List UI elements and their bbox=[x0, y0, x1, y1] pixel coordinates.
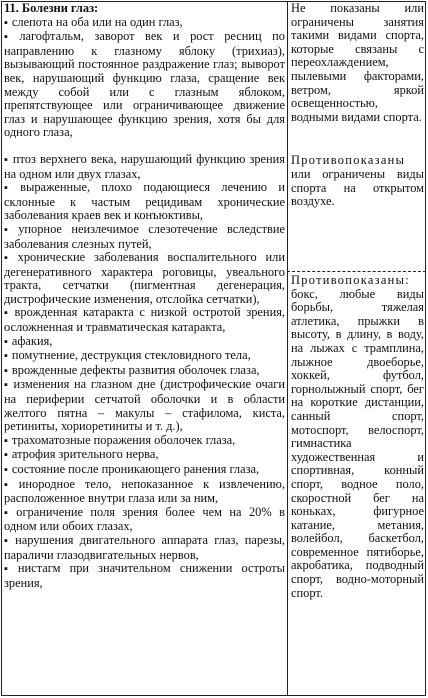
list-item: ▪ изменения на глазном дне (дистрофические очаги на периферии сетчатой оболочки и в области желтого пятна – макулы – стафилома, киста, ретиниты, хориоретиниты и т. д.), bbox=[4, 378, 285, 433]
list-item: ▪ лагофтальм, заворот век и рост ресниц по направлению к глазному яблоку (трихиаз), вызывающий постоянное раздражение глаз; выворот век, нарушающий функцию глаза, сращение век между собой или с глазным яблоком, препятствующее или ограничивающее движение глаз и нарушающее функцию зрения, хотя бы для одного глаза, bbox=[4, 30, 285, 140]
spacer bbox=[4, 140, 285, 153]
left-column bbox=[4, 2, 285, 590]
list-item: ▪ трахоматозные поражения оболочек глаза, bbox=[4, 434, 285, 449]
contraindication-label: Противопоказаны bbox=[291, 153, 406, 168]
list-item: ▪ состояние после проникающего ранения глаза, bbox=[4, 463, 285, 478]
list-item: ▪ афакия, bbox=[4, 335, 285, 350]
list-item: ▪ помутнение, деструкция стекловидного тела, bbox=[4, 349, 285, 364]
list-item: ▪ врожденная катаракта с низкой остротой зрения, осложненная и травматическая катаракта, bbox=[4, 306, 285, 334]
right-column-bottom bbox=[291, 274, 424, 600]
restriction-outdoor bbox=[291, 154, 424, 208]
column-divider bbox=[287, 1, 288, 696]
right-column-top bbox=[291, 2, 424, 209]
list-item: ▪ инородное тело, непоказанное к извлечению, расположенное внутри глаза или за ним, bbox=[4, 478, 285, 506]
contraindicated-sports bbox=[291, 274, 424, 600]
list-item: ▪ птоз верхнего века, нарушающий функцию зрения на одном или двух глазах, bbox=[4, 153, 285, 181]
list-item: ▪ слепота на оба или на один глаз, bbox=[4, 16, 285, 31]
section-title: 11. Болезни глаз: bbox=[4, 1, 99, 15]
list-item: ▪ упорное неизлечимое слезотечение вследствие заболевания слезных путей, bbox=[4, 223, 285, 251]
list-item: ▪ атрофия зрительного нерва, bbox=[4, 448, 285, 463]
list-item: ▪ хронические заболевания воспалительного или дегенеративного характера роговицы, увеального тракта, сетчатки (пигментная дегенерация, дистрофические изменения, отслойка сетчатки), bbox=[4, 251, 285, 306]
list-item: ▪ ограничение поля зрения более чем на 20% в одном или обоих глазах, bbox=[4, 506, 285, 534]
contraindication-label: Противопоказаны: bbox=[291, 273, 410, 287]
list-item: ▪ врожденные дефекты развития оболочек глаза, bbox=[4, 364, 285, 379]
sports-list: бокс, любые виды борьбы, тяжелая атлетика, прыжки в высоту, в длину, в воду, на лыжах с трамплина, лыжное двоеборье, хоккей, футбол, горнолыжный спорт, бег на короткие дистанции, санный спорт, мотоспорт, велоспорт, гимнастика художественная и спортивная, конный спорт, водное поло, скоростной бег на коньках, фигурное катание, метания, волейбол, баскетбол, современное пятиборье, акробатика, подводный спорт, водно-моторный спорт. bbox=[291, 286, 424, 600]
restriction-text: Не показаны или ограничены занятия такими видами спорта, которые связаны с переохлаждением, пылевыми факторами, ветром, яркой освещенностью, водными видами спорта. bbox=[291, 1, 424, 124]
list-item: ▪ нарушения двигательного аппарата глаз, парезы, параличи глазодвигательных нервов, bbox=[4, 534, 285, 562]
list-item: ▪ нистагм при значительном снижении остроты зрения, bbox=[4, 562, 285, 590]
list-item: ▪ выраженные, плохо подающиеся лечению и склонные к частым рецидивам хронические заболевания краев век и конъюктивы, bbox=[4, 181, 285, 223]
contraindication-text: или ограничены виды спорта на открытом воздухе. bbox=[291, 166, 424, 209]
spacer bbox=[291, 124, 424, 154]
